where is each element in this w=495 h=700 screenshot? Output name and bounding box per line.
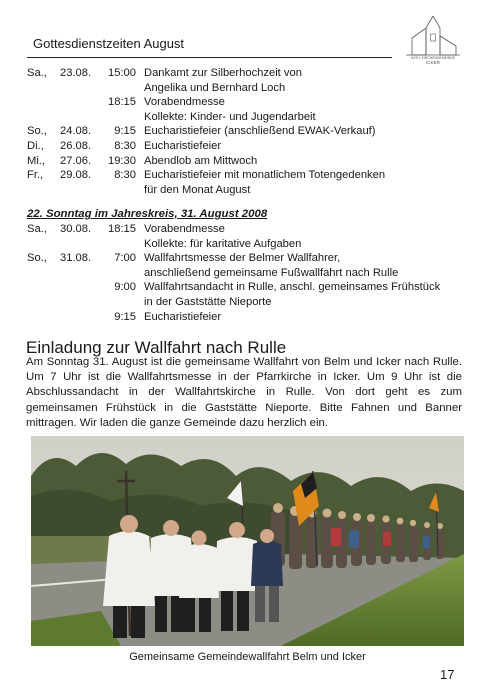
pilgrimage-photo bbox=[31, 436, 464, 646]
logo-text-icker: ICKER bbox=[426, 60, 440, 65]
schedule-time: 8:30 bbox=[114, 139, 136, 152]
schedule-time: 9:00 bbox=[114, 281, 136, 294]
schedule-text: Eucharistiefeier bbox=[144, 139, 222, 152]
schedule-day: Di., bbox=[27, 139, 44, 152]
schedule-text: Wallfahrtsandacht in Rulle, anschl. gemeinsames Frühstück bbox=[144, 281, 441, 294]
schedule-day: Mi., bbox=[27, 154, 46, 167]
sunday-section-heading: 22. Sonntag im Jahreskreis, 31. August 2008 bbox=[27, 208, 268, 220]
schedule-day: So., bbox=[27, 125, 47, 138]
invitation-body: Am Sonntag 31. August ist die gemeinsame Wallfahrt von Belm und Icker nach Rulle. Um 7 Uhr ist die Wallfahrtsmesse in der Pfarrkirche in Icker. Um 9 Uhr ist die Abschlussandacht in der Wallfahrtskirche in Rulle. Von dort geht es zum gemeinsamen Frühstück in die Gaststätte Nieporte. Bitte Fahnen und Banner mittragen. Wir laden die ganze Gemeinde dazu herzlich ein. bbox=[26, 356, 462, 429]
schedule-text: Kollekte: für karitative Aufgaben bbox=[144, 237, 302, 250]
church-logo-icon bbox=[404, 16, 462, 56]
schedule-date: 27.06. bbox=[60, 154, 92, 167]
schedule-text: Wallfahrtsmesse der Belmer Wallfahrer, bbox=[144, 252, 341, 265]
schedule-text: Abendlob am Mittwoch bbox=[144, 154, 258, 167]
logo-text: KATH. KIRCHENGEMEINDE bbox=[410, 56, 456, 60]
header-divider bbox=[27, 57, 392, 58]
schedule-text: anschließend gemeinsame Fußwallfahrt nach Rulle bbox=[144, 266, 399, 279]
schedule-day: Fr., bbox=[27, 169, 44, 182]
schedule-time: 7:00 bbox=[114, 252, 136, 265]
schedule-text: in der Gaststätte Nieporte bbox=[144, 295, 272, 308]
schedule-date: 31.08. bbox=[60, 252, 92, 265]
schedule-date: 26.08. bbox=[60, 139, 92, 152]
schedule-date: 24.08. bbox=[60, 125, 92, 138]
schedule-text: Eucharistiefeier mit monatlichem Totengedenken bbox=[144, 169, 386, 182]
schedule-text: für den Monat August bbox=[144, 183, 251, 196]
schedule-date: 30.08. bbox=[60, 223, 92, 235]
photo-caption: Gemeinsame Gemeindewallfahrt Belm und Icker bbox=[129, 651, 366, 663]
schedule-day: Sa., bbox=[27, 223, 47, 235]
schedule-time: 9:15 bbox=[114, 310, 136, 323]
schedule-time: 15:00 bbox=[108, 67, 136, 79]
page-number: 17 bbox=[440, 667, 455, 682]
schedule-text: Vorabendmesse bbox=[144, 223, 225, 235]
schedule-text: Vorabendmesse bbox=[144, 96, 225, 109]
schedule-time: 18:15 bbox=[108, 96, 136, 109]
parish-logo bbox=[404, 16, 462, 66]
schedule-date: 29.08. bbox=[60, 169, 92, 182]
schedule-text: Kollekte: Kinder- und Jugendarbeit bbox=[144, 110, 316, 123]
schedule-text: Angelika und Bernhard Loch bbox=[144, 81, 286, 94]
invitation-title: Einladung zur Wallfahrt nach Rulle bbox=[26, 338, 287, 357]
schedule-date: 23.08. bbox=[60, 67, 92, 79]
schedule-time: 18:15 bbox=[108, 223, 136, 235]
schedule-day: Sa., bbox=[27, 67, 47, 79]
schedule-time: 19:30 bbox=[108, 154, 136, 167]
page-header-title: Gottesdienstzeiten August bbox=[33, 36, 185, 51]
schedule-text: Dankamt zur Silberhochzeit von bbox=[144, 67, 302, 79]
schedule-text: Eucharistiefeier bbox=[144, 310, 222, 323]
schedule-time: 9:15 bbox=[114, 125, 136, 138]
schedule-day: So., bbox=[27, 252, 47, 265]
schedule-text: Eucharistiefeier (anschließend EWAK-Verkauf) bbox=[144, 125, 376, 138]
schedule-time: 8:30 bbox=[114, 169, 136, 182]
